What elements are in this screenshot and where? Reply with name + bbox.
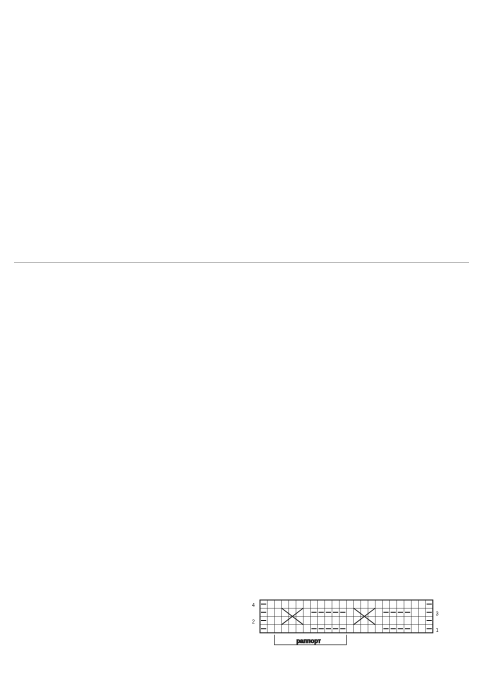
scheme3-chart bbox=[312, 420, 437, 560]
row-label: 2 bbox=[252, 619, 255, 626]
repeat-label: раппорт bbox=[296, 638, 321, 645]
row-label: 1 bbox=[435, 627, 439, 634]
row-label: 3 bbox=[435, 611, 439, 618]
scheme4-chart bbox=[250, 594, 450, 669]
scheme24-chart bbox=[20, 40, 260, 255]
scheme1-chart bbox=[314, 40, 439, 265]
scheme2-chart bbox=[312, 290, 437, 385]
row-label: 4 bbox=[252, 603, 255, 610]
